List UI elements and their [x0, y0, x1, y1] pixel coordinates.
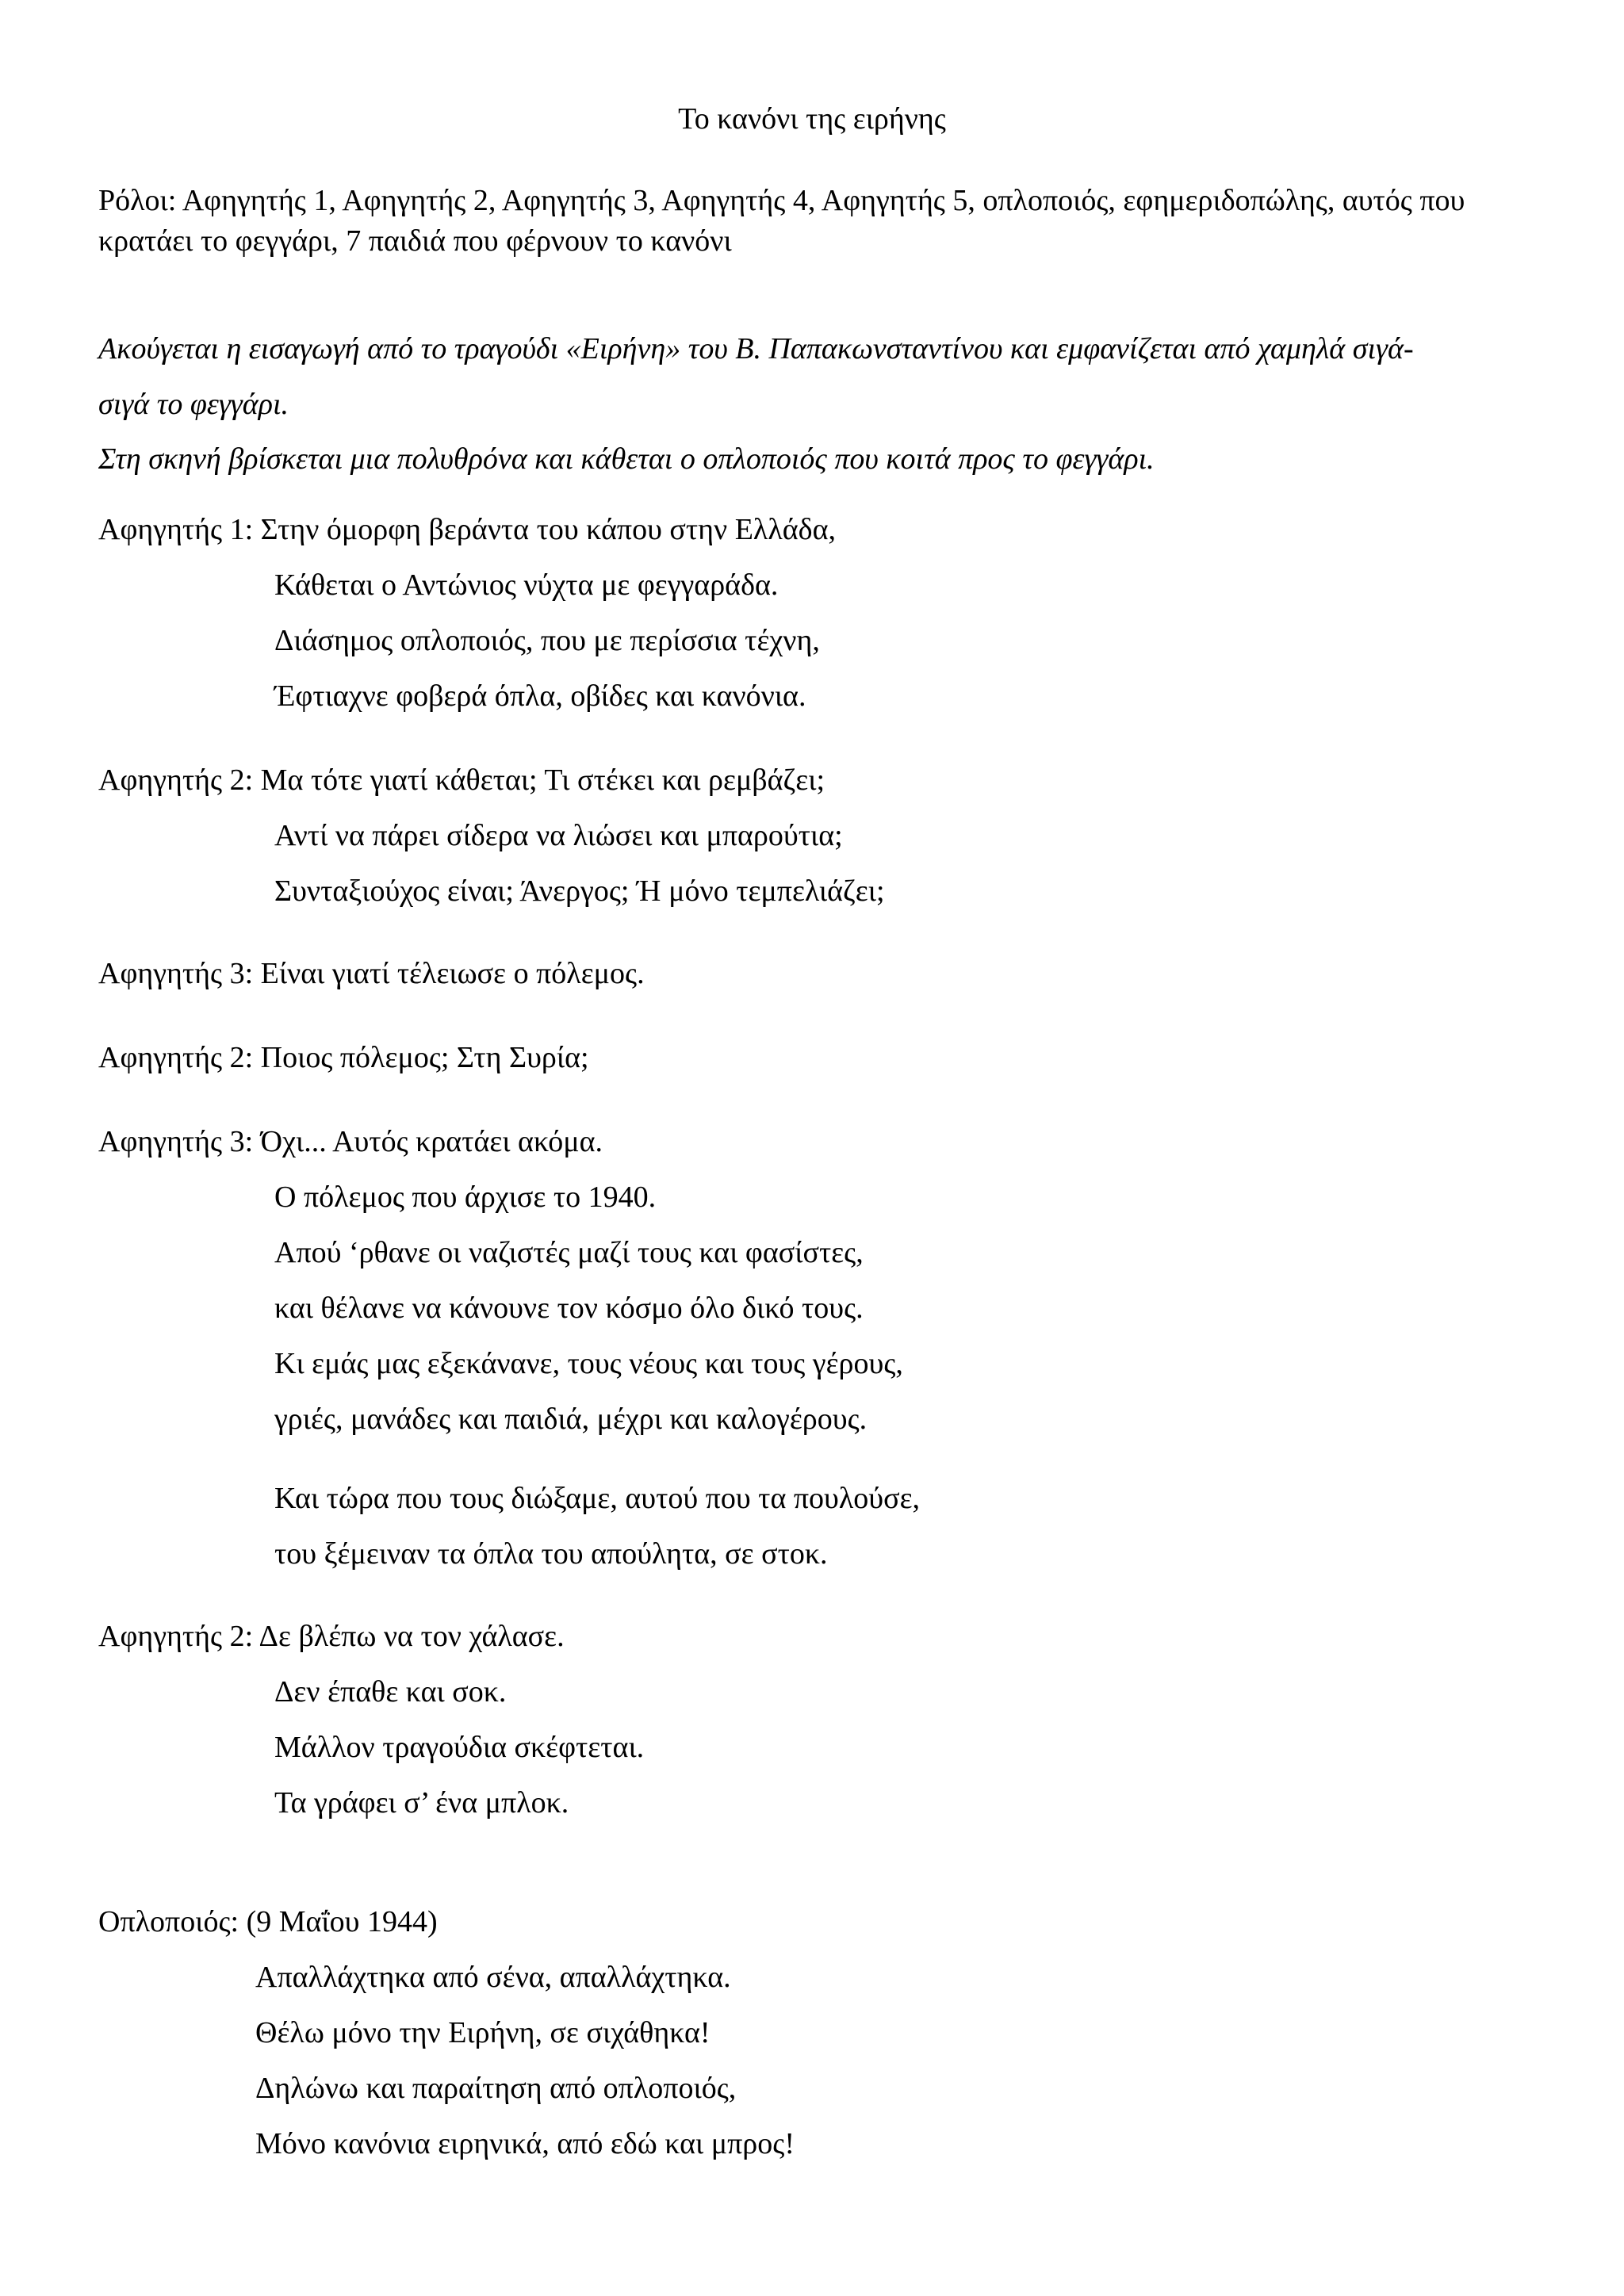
verse-line: Και τώρα που τους διώξαμε, αυτού που τα πουλούσε,	[274, 1482, 921, 1515]
verse-line: του ξέμειναν τα όπλα του απούλητα, σε στοκ.	[274, 1537, 828, 1571]
dialogue-line: Οπλοποιός: (9 Μαΐου 1944)	[98, 1905, 438, 1938]
dialogue-line: Αφηγητής 2: Μα τότε γιατί κάθεται; Τι στέκει και ρεμβάζει;	[98, 763, 825, 797]
stage-direction: Στη σκηνή βρίσκεται μια πολυθρόνα και κάθεται ο οπλοποιός που κοιτά προς το φεγγάρι.	[98, 442, 1155, 476]
dialogue-line: Αφηγητής 2: Δε βλέπω να τον χάλασε.	[98, 1620, 565, 1653]
dialogue-line: Αφηγητής 2: Ποιος πόλεμος; Στη Συρία;	[98, 1041, 589, 1074]
play-title: Το κανόνι της ειρήνης	[678, 102, 946, 136]
verse-line: Θέλω μόνο την Ειρήνη, σε σιχάθηκα!	[255, 2016, 710, 2049]
verse-line: Αντί να πάρει σίδερα να λιώσει και μπαρούτια;	[274, 819, 843, 852]
verse-line: Μάλλον τραγούδια σκέφτεται.	[274, 1731, 645, 1764]
verse-line: Τα γράφει σ’ ένα μπλοκ.	[274, 1786, 569, 1820]
verse-line: Δεν έπαθε και σοκ.	[274, 1675, 507, 1709]
verse-line: Κάθεται ο Αντώνιος νύχτα με φεγγαράδα.	[274, 568, 779, 602]
stage-direction: Ακούγεται η εισαγωγή από το τραγούδι «Ειρήνη» του Β. Παπακωνσταντίνου και εμφανίζεται από χαμηλά σιγά-	[98, 332, 1414, 365]
verse-line: Απαλλάχτηκα από σένα, απαλλάχτηκα.	[255, 1961, 731, 1994]
verse-line: Μόνο κανόνια ειρηνικά, από εδώ και μπρος!	[255, 2127, 795, 2160]
verse-line: και θέλανε να κάνουνε τον κόσμο όλο δικό τους.	[274, 1292, 864, 1325]
verse-line: Συνταξιούχος είναι; Άνεργος; Ή μόνο τεμπελιάζει;	[274, 874, 885, 908]
dialogue-line: Αφηγητής 3: Είναι γιατί τέλειωσε ο πόλεμος.	[98, 957, 645, 990]
verse-line: γριές, μανάδες και παιδιά, μέχρι και καλογέρους.	[274, 1402, 868, 1436]
dialogue-line: Αφηγητής 3: Όχι... Αυτός κρατάει ακόμα.	[98, 1125, 603, 1158]
stage-direction: σιγά το φεγγάρι.	[98, 388, 289, 421]
verse-line: Απού ‘ρθανε οι ναζιστές μαζί τους και φασίστες,	[274, 1236, 864, 1269]
verse-line: Δηλώνω και παραίτηση από οπλοποιός,	[255, 2072, 737, 2105]
verse-line: Διάσημος οπλοποιός, που με περίσσια τέχνη,	[274, 624, 820, 657]
verse-line: Ο πόλεμος που άρχισε το 1940.	[274, 1181, 657, 1214]
verse-line: Κι εμάς μας εξεκάνανε, τους νέους και τους γέρους,	[274, 1347, 903, 1380]
dialogue-line: Αφηγητής 1: Στην όμορφη βεράντα του κάπου στην Ελλάδα,	[98, 513, 836, 546]
roles-list: Ρόλοι: Αφηγητής 1, Αφηγητής 2, Αφηγητής 3, Αφηγητής 4, Αφηγητής 5, οπλοποιός, εφημεριδοπώλης, αυτός που κρατάει το φεγγάρι, 7 παιδιά που φέρνουν το κανόνι	[98, 184, 1465, 258]
verse-line: Έφτιαχνε φοβερά όπλα, οβίδες και κανόνια.	[274, 679, 806, 713]
